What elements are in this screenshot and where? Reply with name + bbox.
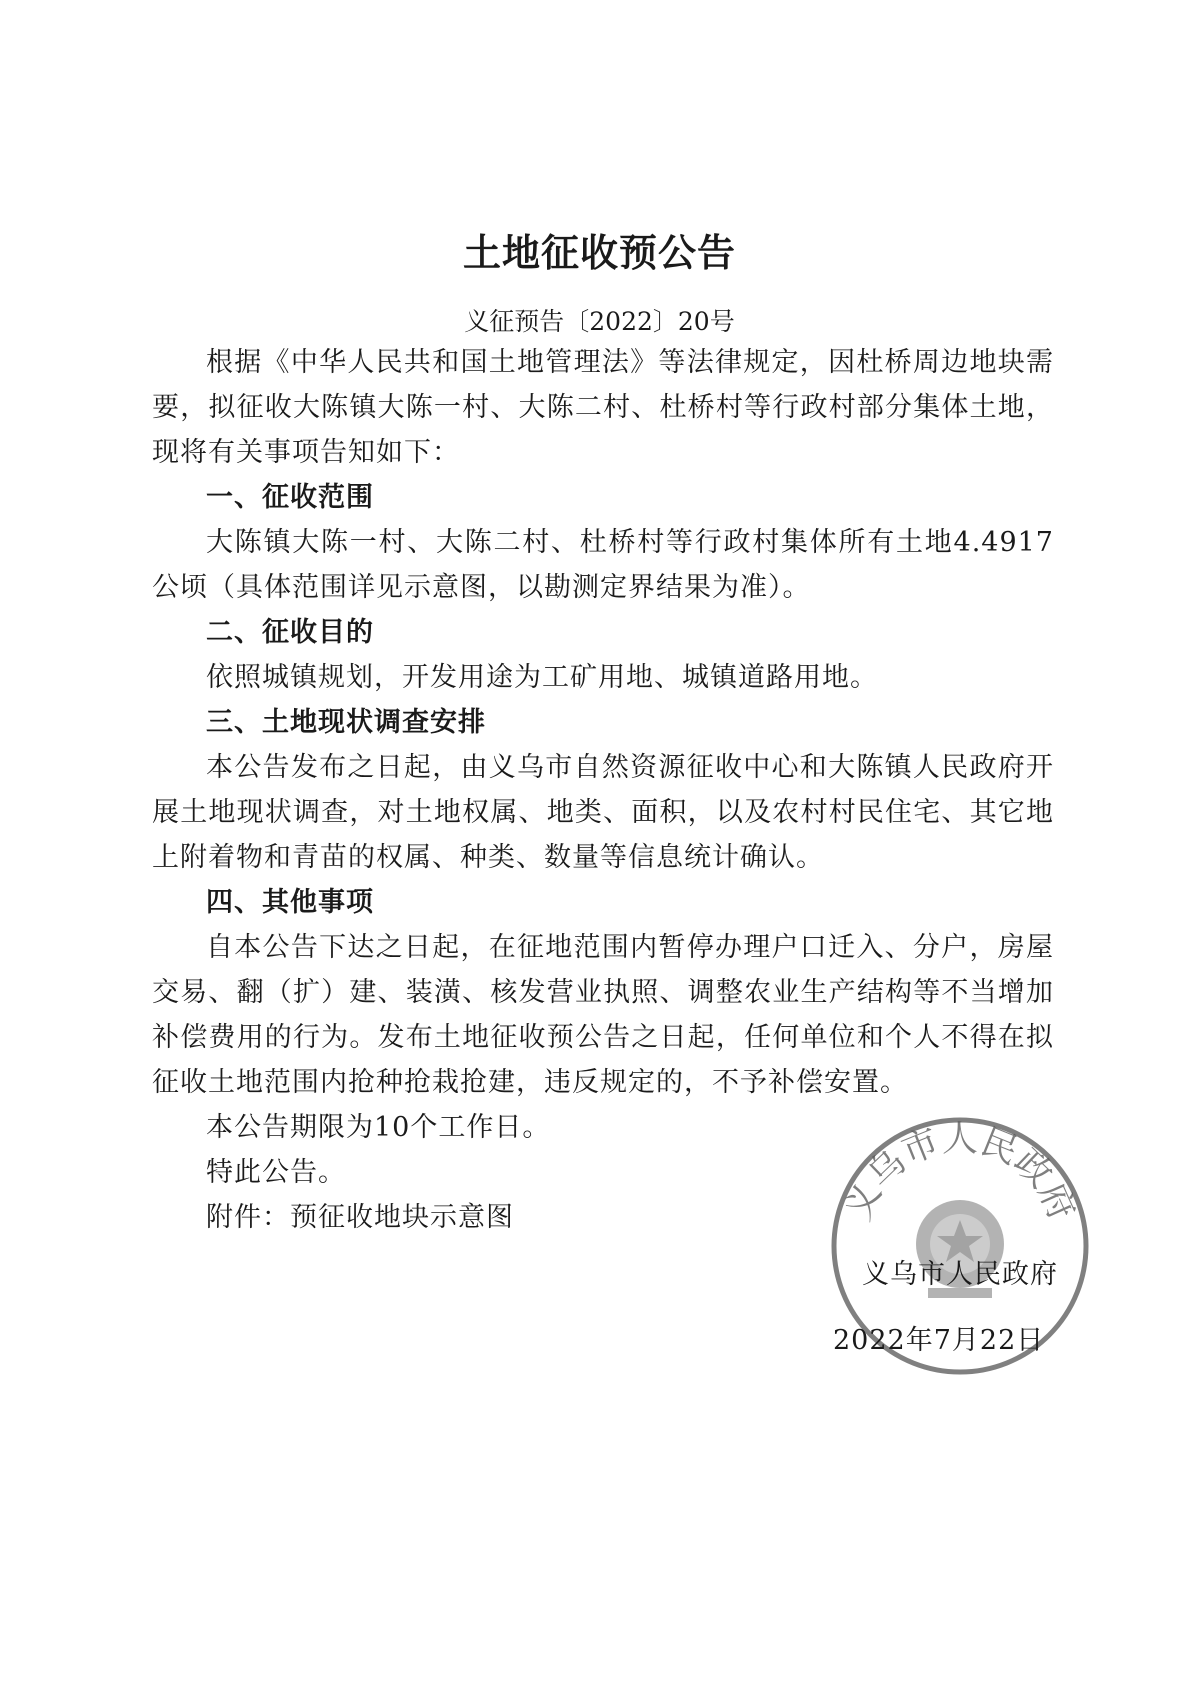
section-text-scope: 大陈镇大陈一村、大陈二村、杜桥村等行政村集体所有土地4.4917公顷（具体范围详见示意图，以勘测定界结果为准）。	[152, 527, 1054, 603]
section-text-survey: 本公告发布之日起，由义乌市自然资源征收中心和大陈镇人民政府开展土地现状调查，对土地权属、地类、面积，以及农村村民住宅、其它地上附着物和青苗的权属、种类、数量等信息统计确认。	[152, 752, 1054, 873]
seal-text: 义乌市人民政府	[837, 1118, 1083, 1227]
section-heading-purpose: 二、征收目的	[206, 617, 374, 648]
intro-paragraph: 根据《中华人民共和国土地管理法》等法律规定，因杜桥周边地块需要，拟征收大陈镇大陈一村、大陈二村、杜桥村等行政村部分集体土地，现将有关事项告知如下：	[152, 347, 1054, 468]
section-text-other: 自本公告下达之日起，在征地范围内暂停办理户口迁入、分户，房屋交易、翻（扩）建、装潢、核发营业执照、调整农业生产结构等不当增加补偿费用的行为。发布土地征收预公告之日起，任何单位和个人不得在拟征收土地范围内抢种抢栽抢建，违反规定的，不予补偿安置。	[152, 932, 1054, 1098]
document-number: 义征预告〔2022〕20号	[464, 307, 735, 336]
document-body	[152, 340, 1054, 1240]
attachment-line: 附件：预征收地块示意图	[206, 1202, 514, 1233]
section-heading-scope: 一、征收范围	[206, 482, 374, 513]
term-line: 本公告期限为10个工作日。	[206, 1112, 551, 1143]
closing-line: 特此公告。	[206, 1157, 346, 1188]
section-text-purpose: 依照城镇规划，开发用途为工矿用地、城镇道路用地。	[206, 662, 878, 693]
section-heading-survey: 三、土地现状调查安排	[206, 707, 486, 738]
issuer-signature: 义乌市人民政府	[862, 1259, 1058, 1290]
issue-date: 2022年7月22日	[833, 1325, 1045, 1356]
section-heading-other: 四、其他事项	[206, 887, 374, 918]
document-title: 土地征收预公告	[462, 231, 736, 275]
